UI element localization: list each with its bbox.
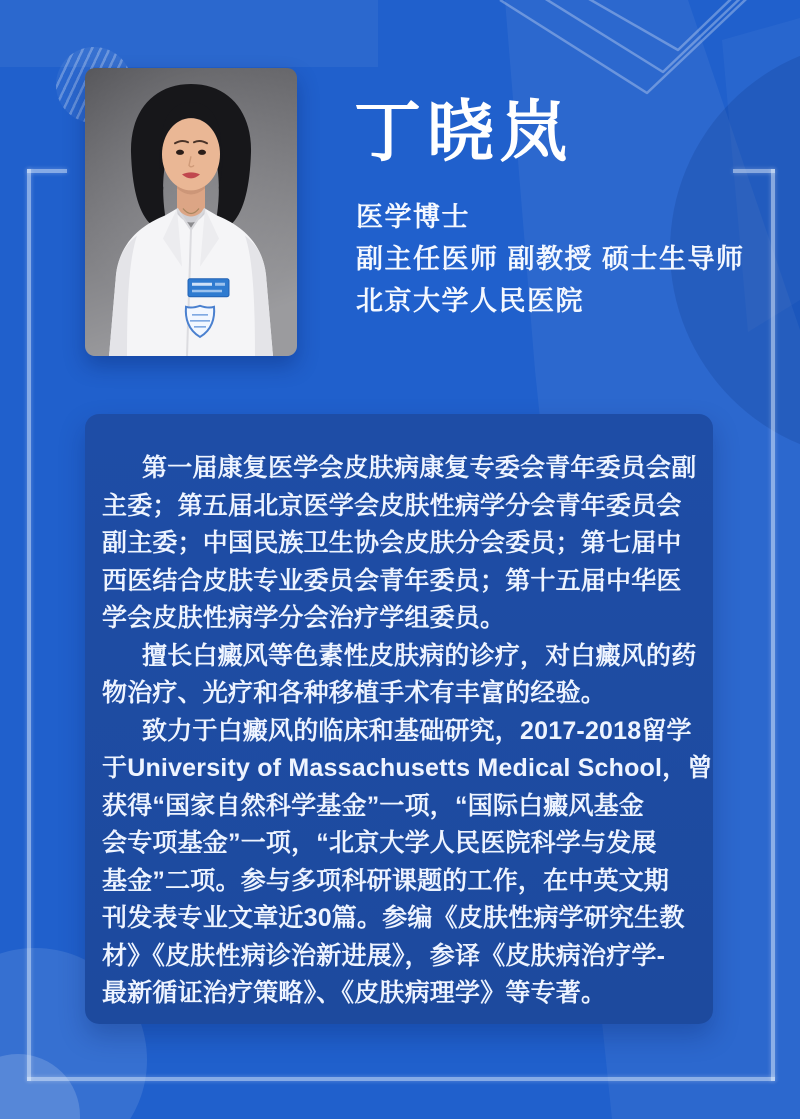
bio-line: 物治疗、光疗和各种移植手术有丰富的经验。 bbox=[102, 679, 607, 707]
bio-line: 擅长白癜风等色素性皮肤病的诊疗，对白癜风的药 bbox=[142, 641, 697, 670]
bio-line: 第一届康复医学会皮肤病康复专委会青年委员会副 bbox=[142, 454, 697, 482]
top-light-band bbox=[0, 0, 378, 67]
bio-line: 于University of Massachusetts Medical School，曾 bbox=[102, 754, 713, 782]
bio-line: 学会皮肤性病学分会治疗学组委员。 bbox=[102, 604, 506, 632]
name-badge bbox=[188, 279, 229, 297]
bio-line: 会专项基金”一项，“北京大学人民医院科学与发展 bbox=[102, 829, 657, 857]
doctor-positions: 副主任医师 副教授 硕士生导师 bbox=[356, 244, 745, 274]
doctor-name: 丁晓岚 bbox=[354, 95, 573, 170]
bio-line: 致力于白癜风的临床和基础研究，2017-2018留学 bbox=[142, 716, 692, 745]
frame-topright-line bbox=[733, 169, 775, 173]
frame-left-line bbox=[27, 169, 31, 1081]
doctor-titles bbox=[356, 196, 745, 322]
frame-topleft-line bbox=[27, 169, 67, 173]
doctor-hospital: 北京大学人民医院 bbox=[356, 286, 584, 316]
bio-line: 基金”二项。参与多项科研课题的工作，在中英文期 bbox=[102, 866, 670, 895]
bio-panel bbox=[85, 414, 713, 1024]
bio-line: 副主委；中国民族卫生协会皮肤分会委员；第七届中 bbox=[102, 529, 682, 557]
bio-line: 主委；第五届北京医学会皮肤性病学分会青年委员会 bbox=[102, 491, 682, 520]
bio-line: 刊发表专业文章近30篇。参编《皮肤性病学研究生教 bbox=[102, 904, 685, 932]
bio-line: 西医结合皮肤专业委员会青年委员；第十五届中华医 bbox=[102, 566, 682, 595]
bio-line: 材》《皮肤性病诊治新进展》，参译《皮肤病治疗学- bbox=[102, 941, 666, 970]
bio-line: 获得“国家自然科学基金”一项，“国际白癜风基金 bbox=[102, 791, 645, 820]
frame-right-line bbox=[771, 169, 775, 1081]
doctor-degree: 医学博士 bbox=[356, 202, 470, 232]
portrait-illustration bbox=[85, 68, 297, 356]
frame-bottom-line bbox=[27, 1077, 775, 1081]
bio-line: 最新循证治疗策略》、《皮肤病理学》等专著。 bbox=[102, 979, 607, 1007]
doctor-photo bbox=[85, 68, 297, 356]
